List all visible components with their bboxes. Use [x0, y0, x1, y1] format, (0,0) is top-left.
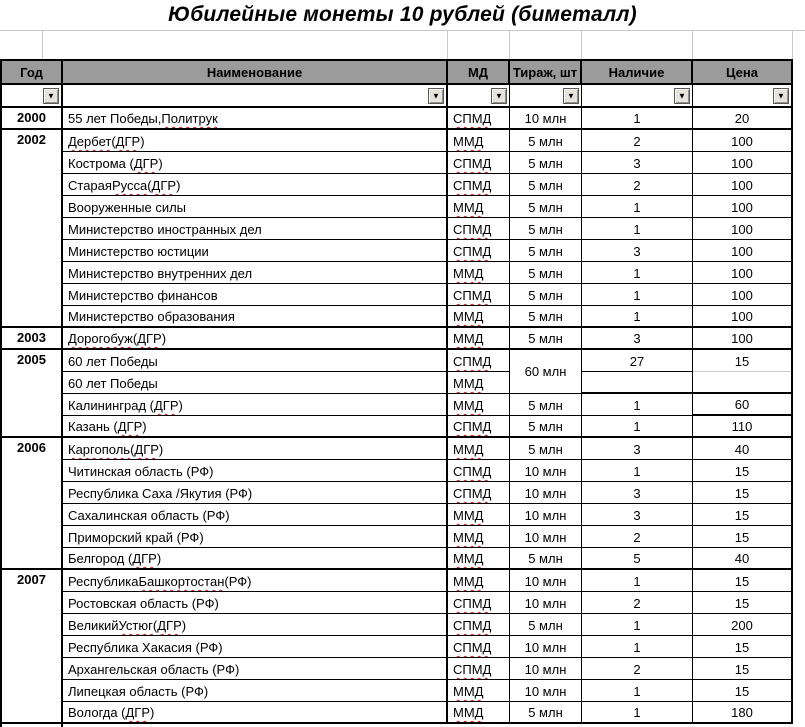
cell-md[interactable]: [448, 570, 510, 592]
cell-year[interactable]: 2003: [2, 328, 63, 350]
misspelled-word: ДГР: [137, 331, 162, 346]
misspelled-word: ММД: [453, 574, 484, 589]
cell-name[interactable]: Липецкая область (РФ): [63, 680, 448, 702]
cell-availability[interactable]: 1: [582, 702, 693, 724]
gridline: [581, 31, 582, 59]
table-header: [0, 59, 793, 85]
cell-md[interactable]: [448, 262, 510, 284]
misspelled-word: ММД: [453, 442, 484, 457]
misspelled-word: СПМД: [453, 596, 492, 611]
cell-price[interactable]: 100: [693, 218, 791, 240]
cell-availability[interactable]: 2: [582, 526, 693, 548]
misspelled-word: Каргополь: [68, 442, 131, 457]
cell-name[interactable]: Министерство образования: [63, 306, 448, 328]
blank-row: [0, 31, 805, 59]
cell-name[interactable]: Министерство иностранных дел: [63, 218, 448, 240]
cell-availability[interactable]: 3: [582, 482, 693, 504]
cell-md[interactable]: [448, 174, 510, 196]
cell-name[interactable]: Вооруженные силы: [63, 196, 448, 218]
cell-price[interactable]: 100: [693, 130, 791, 152]
filter-dropdown-button-mintage[interactable]: [563, 88, 579, 104]
cell-mintage[interactable]: 5 млн: [510, 394, 582, 416]
cell-availability[interactable]: 27: [582, 350, 693, 372]
misspelled-word: ДГР: [132, 551, 157, 566]
cell-price[interactable]: 100: [693, 174, 791, 196]
cell-year[interactable]: 2007: [2, 570, 63, 724]
cell-mintage[interactable]: 10 млн: [510, 504, 582, 526]
chevron-down-icon: ▼: [432, 91, 440, 100]
column-header-price: Цена: [726, 64, 758, 80]
misspelled-word: СПМД: [453, 464, 492, 479]
misspelled-word: ДГР: [154, 398, 179, 413]
cell-year[interactable]: 2005: [2, 350, 63, 438]
cell-name[interactable]: Вологда ( ДГР ): [63, 702, 448, 724]
cell-name[interactable]: Сахалинская область (РФ): [63, 504, 448, 526]
column-header-availability: Наличие: [582, 61, 693, 83]
misspelled-word: Русса: [111, 178, 148, 193]
cell-availability[interactable]: 1: [582, 196, 693, 218]
cell-md[interactable]: [448, 350, 510, 372]
filter-cell-price: [693, 85, 791, 106]
cell-md[interactable]: [448, 504, 510, 526]
cell-availability[interactable]: 2: [582, 130, 693, 152]
misspelled-word: ДГР: [157, 618, 182, 633]
cell-md[interactable]: [448, 482, 510, 504]
gridline: [509, 31, 510, 59]
cell-mintage[interactable]: 10 млн: [510, 592, 582, 614]
cell-md[interactable]: [448, 284, 510, 306]
gridline: [692, 31, 693, 59]
cell-md[interactable]: [448, 152, 510, 174]
cell-availability[interactable]: 1: [582, 460, 693, 482]
cell-price[interactable]: 60: [693, 394, 791, 416]
misspelled-word: СПМД: [453, 640, 492, 655]
cell-mintage[interactable]: 10 млн: [510, 636, 582, 658]
filter-dropdown-button-year[interactable]: [43, 88, 59, 104]
chevron-down-icon: ▼: [47, 91, 55, 100]
cell-md[interactable]: [448, 658, 510, 680]
page-title: Юбилейные монеты 10 рублей (биметалл): [0, 0, 805, 31]
cell-mintage[interactable]: 5 млн: [510, 438, 582, 460]
cell-mintage[interactable]: 10 млн: [510, 526, 582, 548]
misspelled-word: Устюг: [118, 618, 153, 633]
cell-price[interactable]: 100: [693, 306, 791, 328]
cell-md[interactable]: [448, 108, 510, 130]
misspelled-word: СПМД: [453, 222, 492, 237]
cell-md[interactable]: [448, 394, 510, 416]
cell-availability[interactable]: 2: [582, 592, 693, 614]
misspelled-word: Дербет: [68, 134, 112, 149]
autofilter-row: [0, 85, 793, 108]
cell-mintage[interactable]: 5 млн: [510, 284, 582, 306]
cell-name[interactable]: 60 лет Победы: [63, 372, 448, 394]
cell-name[interactable]: Приморский край (РФ): [63, 526, 448, 548]
cell-price[interactable]: 15: [693, 482, 791, 504]
cell-mintage[interactable]: 5 млн: [510, 240, 582, 262]
cell-name[interactable]: 55 лет Победы, Политрук: [63, 108, 448, 130]
misspelled-word: СПМД: [453, 486, 492, 501]
cell-availability[interactable]: 1: [582, 614, 693, 636]
cell-price[interactable]: 100: [693, 152, 791, 174]
cell-md[interactable]: [448, 240, 510, 262]
cell-availability[interactable]: 1: [582, 306, 693, 328]
cell-md[interactable]: [448, 592, 510, 614]
cell-md[interactable]: [448, 460, 510, 482]
misspelled-word: СПМД: [453, 178, 492, 193]
gridline: [42, 31, 43, 59]
cell-availability[interactable]: 1: [582, 416, 693, 438]
cell-mintage[interactable]: 10 млн: [510, 108, 582, 130]
cell-name[interactable]: Республика Хакасия (РФ): [63, 636, 448, 658]
misspelled-word: ММД: [453, 309, 484, 324]
cell-price[interactable]: 100: [693, 196, 791, 218]
cell-year[interactable]: 2000: [2, 108, 63, 130]
cell-price[interactable]: 100: [693, 328, 791, 350]
misspelled-word: СПМД: [453, 354, 492, 369]
cell-price[interactable]: [693, 372, 791, 394]
misspelled-word: СПМД: [453, 288, 492, 303]
cell-mintage[interactable]: 5 млн: [510, 174, 582, 196]
filter-cell-name: [63, 85, 448, 106]
cell-price[interactable]: 40: [693, 438, 791, 460]
misspelled-word: ДГР: [125, 705, 151, 720]
cell-availability[interactable]: 3: [582, 504, 693, 526]
cell-availability[interactable]: 1: [582, 284, 693, 306]
cell-md[interactable]: [448, 548, 510, 570]
cell-price[interactable]: 200: [693, 614, 791, 636]
cell-md[interactable]: [448, 702, 510, 724]
cell-name[interactable]: Великий Устюг ( ДГР ): [63, 614, 448, 636]
chevron-down-icon: ▼: [678, 91, 686, 100]
cell-name[interactable]: Ростовская область (РФ): [63, 592, 448, 614]
misspelled-word: СПМД: [453, 618, 492, 633]
cell-price[interactable]: 15: [693, 636, 791, 658]
misspelled-word: ДГР: [117, 419, 143, 434]
cell-price[interactable]: 180: [693, 702, 791, 724]
cell-mintage[interactable]: 5 млн: [510, 262, 582, 284]
cell-mintage[interactable]: 10 млн: [510, 570, 582, 592]
misspelled-word: ММД: [453, 266, 484, 281]
filter-dropdown-button-availability[interactable]: [674, 88, 690, 104]
cell-availability[interactable]: 1: [582, 394, 693, 416]
cell-availability[interactable]: 1: [582, 680, 693, 702]
cell-md[interactable]: [448, 526, 510, 548]
misspelled-word: ММД: [453, 530, 484, 545]
cell-price[interactable]: 15: [693, 680, 791, 702]
cell-name[interactable]: Архангельская область (РФ): [63, 658, 448, 680]
cell-availability[interactable]: [582, 372, 693, 394]
cell-price[interactable]: 100: [693, 240, 791, 262]
cell-name[interactable]: Старая Русса ( ДГР ): [63, 174, 448, 196]
column-header-year: Год: [2, 61, 63, 83]
cell-price[interactable]: 15: [693, 350, 791, 372]
misspelled-word: ММД: [453, 684, 484, 699]
misspelled-word: ММД: [453, 508, 484, 523]
filter-cell-availability: [582, 85, 693, 106]
cell-mintage[interactable]: 60 млн: [510, 350, 582, 394]
cell-name[interactable]: Казань ( ДГР ): [63, 416, 448, 438]
filter-cell-year: [2, 85, 63, 106]
misspelled-word: ДГР: [133, 156, 159, 171]
misspelled-word: Дорогобуж: [68, 331, 133, 346]
misspelled-word: СПМД: [453, 419, 492, 434]
cell-name[interactable]: Республика Башкортостан (РФ): [63, 570, 448, 592]
misspelled-word: ММД: [453, 134, 484, 149]
gridline: [447, 31, 448, 59]
filter-cell-mintage: [510, 85, 582, 106]
cell-price[interactable]: 15: [693, 592, 791, 614]
misspelled-word: Политрук: [161, 111, 218, 126]
cell-name[interactable]: Дербет ( ДГР ): [63, 130, 448, 152]
filter-cell-md: [448, 85, 510, 106]
chevron-down-icon: ▼: [567, 91, 575, 100]
cell-name[interactable]: Кострома ( ДГР ): [63, 152, 448, 174]
cell-md[interactable]: [448, 130, 510, 152]
cell-name[interactable]: 60 лет Победы: [63, 350, 448, 372]
cell-availability[interactable]: 2: [582, 174, 693, 196]
gridline: [792, 31, 793, 59]
cell-md[interactable]: [448, 328, 510, 350]
misspelled-word: ММД: [453, 376, 484, 391]
cell-availability[interactable]: 3: [582, 328, 693, 350]
misspelled-word: ДГР: [151, 178, 177, 193]
cell-md[interactable]: [448, 636, 510, 658]
misspelled-word: ДГР: [115, 134, 141, 149]
misspelled-word: ММД: [453, 200, 484, 215]
cell-availability[interactable]: 1: [582, 570, 693, 592]
table-body: [0, 108, 793, 724]
cell-name[interactable]: Каргополь ( ДГР ): [63, 438, 448, 460]
column-header-md: МД: [448, 61, 510, 83]
cell-availability[interactable]: 3: [582, 240, 693, 262]
cell-mintage[interactable]: 5 млн: [510, 614, 582, 636]
cell-name[interactable]: Читинская область (РФ): [63, 460, 448, 482]
chevron-down-icon: ▼: [777, 91, 785, 100]
cell-mintage[interactable]: 10 млн: [510, 482, 582, 504]
cell-price[interactable]: 40: [693, 548, 791, 570]
cell-mintage[interactable]: 10 млн: [510, 680, 582, 702]
cell-price[interactable]: 100: [693, 262, 791, 284]
cell-price[interactable]: 15: [693, 526, 791, 548]
cell-availability[interactable]: 1: [582, 218, 693, 240]
cell-md[interactable]: [448, 614, 510, 636]
cell-md[interactable]: [448, 438, 510, 460]
cell-price[interactable]: 15: [693, 570, 791, 592]
column-header-mintage: Тираж, шт: [510, 61, 582, 83]
misspelled-word: СПМД: [453, 244, 492, 259]
filter-dropdown-button-name[interactable]: [428, 88, 444, 104]
cell-name[interactable]: Министерство юстиции: [63, 240, 448, 262]
cell-year[interactable]: 2006: [2, 438, 63, 570]
cell-mintage[interactable]: 5 млн: [510, 416, 582, 438]
cell-name[interactable]: Дорогобуж ( ДГР ): [63, 328, 448, 350]
cell-price[interactable]: 15: [693, 504, 791, 526]
cell-mintage[interactable]: 5 млн: [510, 702, 582, 724]
misspelled-word: ДГР: [134, 442, 159, 457]
cell-mintage[interactable]: 5 млн: [510, 328, 582, 350]
cell-availability[interactable]: 1: [582, 636, 693, 658]
misspelled-word: СПМД: [453, 156, 492, 171]
cell-availability[interactable]: 2: [582, 658, 693, 680]
cell-md[interactable]: [448, 196, 510, 218]
cell-availability[interactable]: 5: [582, 548, 693, 570]
cell-availability[interactable]: 3: [582, 438, 693, 460]
misspelled-word: СПМД: [453, 662, 492, 677]
cell-availability[interactable]: 3: [582, 152, 693, 174]
cell-name[interactable]: Республика Саха /Якутия (РФ): [63, 482, 448, 504]
cell-year[interactable]: 2002: [2, 130, 63, 328]
cell-mintage[interactable]: 5 млн: [510, 130, 582, 152]
column-header-name: Наименование: [63, 61, 448, 83]
cell-mintage[interactable]: 5 млн: [510, 218, 582, 240]
cell-price[interactable]: 100: [693, 284, 791, 306]
cell-mintage[interactable]: 5 млн: [510, 306, 582, 328]
misspelled-word: ММД: [453, 398, 484, 413]
cell-mintage[interactable]: 5 млн: [510, 152, 582, 174]
chevron-down-icon: ▼: [495, 91, 503, 100]
cell-availability[interactable]: 1: [582, 108, 693, 130]
cell-md[interactable]: [448, 372, 510, 394]
cell-mintage[interactable]: 5 млн: [510, 548, 582, 570]
cell-name[interactable]: Министерство внутренних дел: [63, 262, 448, 284]
misspelled-word: ММД: [453, 551, 484, 566]
filter-dropdown-button-md[interactable]: [491, 88, 507, 104]
misspelled-word: Башкортостан: [138, 574, 225, 589]
cell-mintage[interactable]: 5 млн: [510, 196, 582, 218]
cell-availability[interactable]: 1: [582, 262, 693, 284]
cell-price[interactable]: 110: [693, 416, 791, 438]
cell-md[interactable]: [448, 306, 510, 328]
cell-name[interactable]: Калининград ( ДГР ): [63, 394, 448, 416]
misspelled-word: СПМД: [453, 111, 492, 126]
cell-md[interactable]: [448, 416, 510, 438]
cell-md[interactable]: [448, 218, 510, 240]
cell-name[interactable]: Министерство финансов: [63, 284, 448, 306]
cell-name[interactable]: Белгород ( ДГР ): [63, 548, 448, 570]
misspelled-word: ММД: [453, 331, 484, 346]
cell-mintage[interactable]: 10 млн: [510, 460, 582, 482]
cell-md[interactable]: [448, 680, 510, 702]
cell-price[interactable]: 20: [693, 108, 791, 130]
cell-price[interactable]: 15: [693, 460, 791, 482]
filter-dropdown-button-price[interactable]: [773, 88, 789, 104]
cell-price[interactable]: 15: [693, 658, 791, 680]
misspelled-word: ММД: [453, 705, 484, 720]
cell-mintage[interactable]: 10 млн: [510, 658, 582, 680]
